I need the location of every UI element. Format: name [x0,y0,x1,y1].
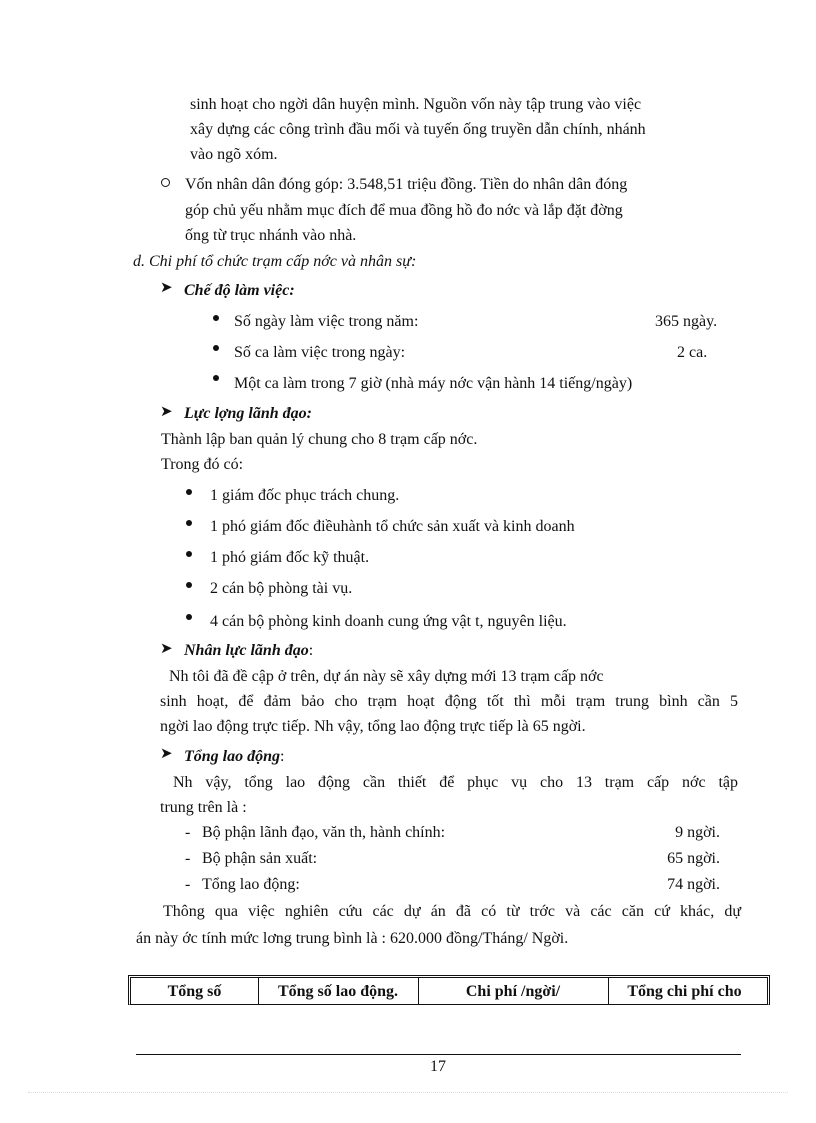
subheading-text: Tổng lao động [184,748,281,765]
labor-item-value: 65 ngời. [667,850,720,867]
labor-item-label: Bộ phận sản xuất: [202,850,318,867]
cost-table-header [128,975,770,1005]
paragraph-line: Thành lập ban quản lý chung cho 8 trạm cấp nớc. [161,431,478,448]
table-header-cell: Chi phí /ngời/ [465,983,561,1000]
section-heading: d. Chi phí tổ chức trạm cấp nớc và nhân sự: [133,253,417,270]
subheading-total-labor [184,747,284,767]
work-item-label: Một ca làm trong 7 giờ (nhà máy nớc vận hành 14 tiếng/ngày) [234,375,633,392]
footer-rule [136,1054,741,1055]
work-item-label: Số ngày làm việc trong năm: [234,313,419,330]
work-item-label: Số ca làm việc trong ngày: [234,344,406,361]
page-number: 17 [430,1058,446,1075]
dash-bullet: - [185,850,191,867]
paragraph-line: Trong đó có: [161,456,244,473]
labor-item-label: Bộ phận lãnh đạo, văn th, hành chính: [202,824,446,841]
labor-item-value: 74 ngời. [667,876,720,893]
subheading-text: Nhân lực lãnh đạo [184,642,309,659]
bullet-dot-icon [186,520,192,526]
dash-bullet: - [185,876,191,893]
subheading-colon: : [280,748,285,765]
subheading-work-mode: Chế độ làm việc: [184,282,295,299]
bullet-dot-icon [186,489,192,495]
work-item-value: 2 ca. [677,344,708,361]
paragraph-line: Thông qua việc nghiên cứu các dự án đã có từ trớc và các căn cứ khác, dự [163,903,741,920]
arrowhead-bullet-icon: ➤ [160,746,173,762]
table-header-cell: Tổng số lao động. [277,983,399,1000]
list-item: 4 cán bộ phòng kinh doanh cung ứng vật t, nguyên liệu. [210,613,567,630]
paragraph-line: án này ớc tính mức lơng trung bình là : 620.000 đồng/Tháng/ Ngời. [136,930,569,947]
arrowhead-bullet-icon: ➤ [160,404,173,420]
table-header-cell: Tổng chi phí cho [627,983,742,1000]
subheading-colon: : [308,642,314,659]
table-header-cell: Tổng số [167,983,222,1000]
list-item: 1 phó giám đốc kỹ thuật. [210,549,370,566]
dash-bullet: - [185,824,191,841]
bullet-dot-icon [213,345,219,351]
list-item: 1 giám đốc phục trách chung. [210,487,400,504]
bullet-dot-icon [186,582,192,588]
paragraph-line: Nh tôi đã đề cập ở trên, dự án này sẽ xây dựng mới 13 trạm cấp nớc [169,668,604,685]
paragraph-line: vào ngõ xóm. [190,146,278,163]
paragraph-line: ống từ trục nhánh vào nhà. [185,227,357,244]
hollow-circle-bullet-icon [161,178,170,187]
paragraph-line: xây dựng các công trình đầu mối và tuyến ống truyền dẫn chính, nhánh [190,121,646,138]
labor-item-value: 9 ngời. [675,824,720,841]
subheading-leadership: Lực lợng lãnh đạo: [184,405,312,422]
work-item-value: 365 ngày. [655,313,718,330]
paragraph-line: ngời lao động trực tiếp. Nh vậy, tổng lao động trực tiếp là 65 ngời. [160,718,586,735]
arrowhead-bullet-icon: ➤ [160,641,173,657]
bullet-dot-icon [186,614,192,620]
paragraph-line: trung trên là : [160,799,247,816]
paragraph-line: Vốn nhân dân đóng góp: 3.548,51 triệu đồng. Tiền do nhân dân đóng [185,176,628,193]
bullet-dot-icon [213,315,219,321]
list-item: 2 cán bộ phòng tài vụ. [210,580,353,597]
labor-item-label: Tổng lao động: [202,876,300,893]
paragraph-line: Nh vậy, tổng lao động cần thiết để phục vụ cho 13 trạm cấp nớc tập [173,774,738,791]
subheading-manpower [184,641,313,661]
paragraph-line: sinh hoạt, để đảm bảo cho trạm hoạt động tốt thì mỗi trạm trung bình cần 5 [160,693,738,710]
arrowhead-bullet-icon: ➤ [160,280,173,296]
paragraph-line: sinh hoạt cho ngời dân huyện mình. Nguồn vốn này tập trung vào việc [190,96,642,113]
bullet-dot-icon [213,375,219,381]
page-edge-dotted-line [28,1092,788,1093]
paragraph-line: góp chủ yếu nhằm mục đích để mua đồng hồ đo nớc và lắp đặt đờng [185,202,623,219]
bullet-dot-icon [186,551,192,557]
list-item: 1 phó giám đốc điềuhành tổ chức sản xuất và kinh doanh [210,518,575,535]
